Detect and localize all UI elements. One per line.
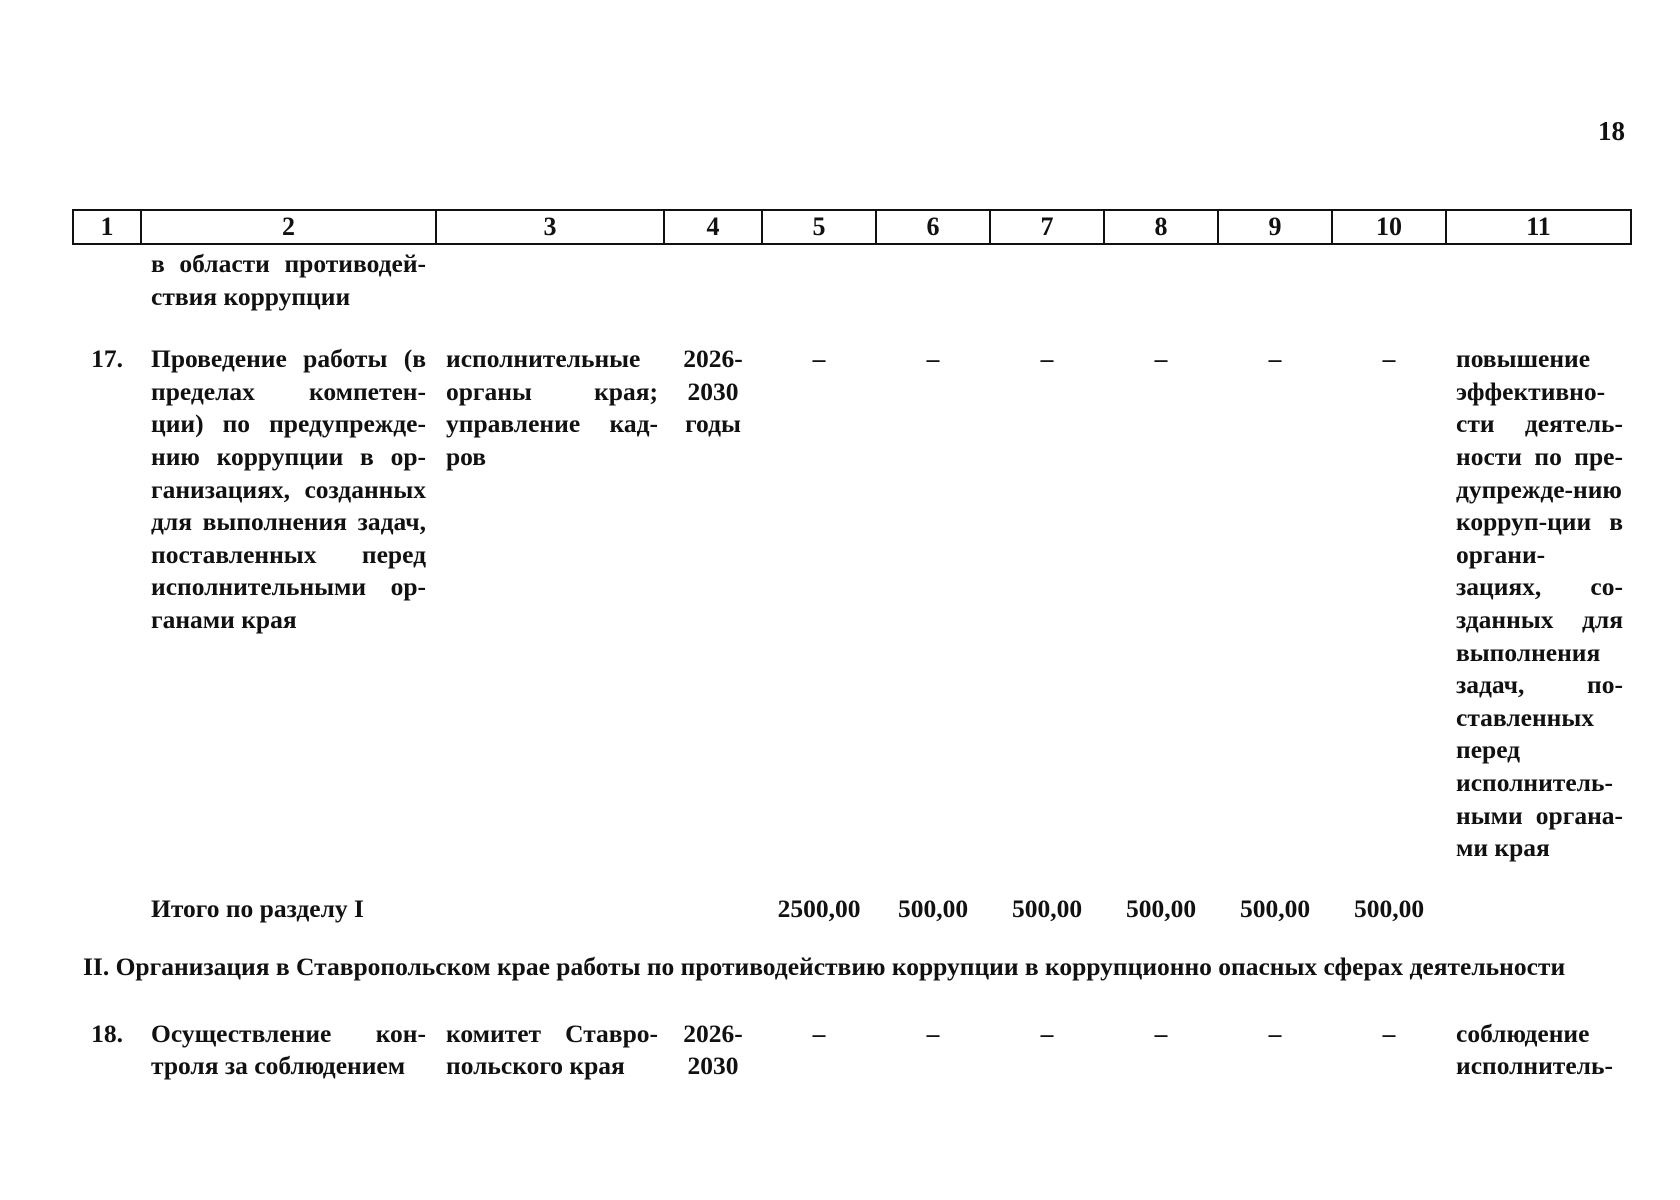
period: 2026-2030 годы: [683, 344, 743, 439]
column-header: 10: [1332, 210, 1446, 244]
total-value: 500,00: [1125, 893, 1197, 923]
funding-value: –: [1040, 344, 1054, 374]
column-header: 5: [762, 210, 876, 244]
funding-value: –: [926, 1018, 940, 1048]
expected-result: повышение эффективно-сти деятель-ности по пре-дупрежде-нию корруп-ции в органи-зациях, со-зданных для выполнения задач, по-ставленных перед исполнитель-ными органа-ми края: [1456, 344, 1623, 863]
column-header: 7: [990, 210, 1104, 244]
funding-value: –: [926, 344, 940, 374]
total-value: 500,00: [1353, 893, 1425, 923]
row-number: 17.: [91, 344, 123, 374]
total-value: 500,00: [897, 893, 969, 923]
page-number: 18: [1598, 116, 1625, 146]
total-value: 500,00: [1011, 893, 1083, 923]
total-value: 2500,00: [777, 893, 861, 923]
measure-name: Проведение работы (в пределах компетен-ции) по предупрежде-нию коррупции в ор-ганизациях, созданных для выполнения задач, поставленных перед исполнительными ор-ганами края: [151, 344, 426, 634]
section-title: II. Организация в Ставропольском крае работы по противодействию коррупции в коррупционно опасных сферах деятельности: [83, 952, 1566, 982]
column-header: 1: [73, 210, 141, 244]
funding-value: –: [812, 1018, 826, 1048]
continuation-text: в области противодей-ствия коррупции: [151, 249, 426, 311]
total-label: Итого по разделу I: [151, 893, 364, 923]
measures-table: [72, 209, 1632, 1083]
funding-value: –: [1268, 1018, 1282, 1048]
funding-value: –: [812, 344, 826, 374]
section-heading-row: [73, 925, 1631, 984]
column-number-header-row: [73, 210, 1631, 244]
column-header: 9: [1218, 210, 1332, 244]
table-row: [73, 313, 1631, 865]
column-header: 4: [664, 210, 762, 244]
funding-value: –: [1040, 1018, 1054, 1048]
total-value: 500,00: [1239, 893, 1311, 923]
continuation-row: [73, 244, 1631, 313]
funding-value: –: [1382, 1018, 1396, 1048]
funding-value: –: [1154, 344, 1168, 374]
funding-value: –: [1268, 344, 1282, 374]
row-number: 18.: [91, 1018, 123, 1048]
expected-result: соблюдение исполнитель-: [1456, 1018, 1613, 1081]
column-header: 6: [876, 210, 990, 244]
section-total-row: [73, 865, 1631, 926]
measure-name: Осуществление кон-троля за соблюдением: [151, 1018, 426, 1081]
column-header: 8: [1104, 210, 1218, 244]
column-header: 11: [1446, 210, 1631, 244]
table-row: [73, 984, 1631, 1083]
executor: комитет Ставро-польского края: [446, 1018, 658, 1081]
period: 2026-2030: [683, 1018, 743, 1081]
executor: исполнительные органы края; управление кад-ров: [446, 344, 658, 471]
funding-value: –: [1154, 1018, 1168, 1048]
column-header: 3: [436, 210, 664, 244]
column-header: 2: [141, 210, 436, 244]
funding-value: –: [1382, 344, 1396, 374]
